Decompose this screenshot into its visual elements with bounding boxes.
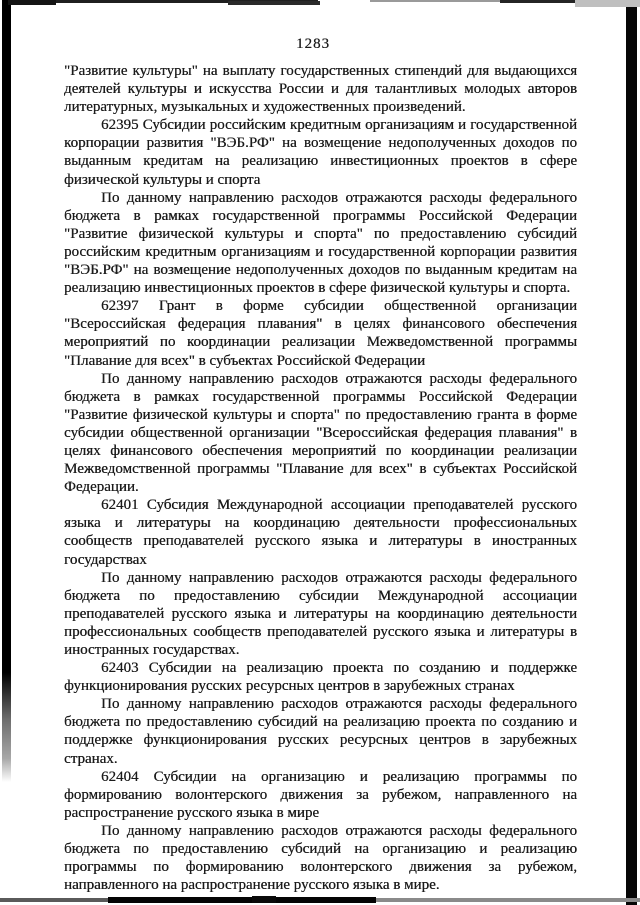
- scan-artifact-top: [500, 0, 592, 3]
- scan-artifact-bottom: [0, 898, 640, 902]
- paragraph: 62403 Субсидии на реализацию проекта по созданию и поддержке функционирования русских ресурсных центров в зарубежных странах: [64, 660, 577, 695]
- paragraph: По данному направлению расходов отражаются расходы федерального бюджета по предоставлению субсидии Международной ассоциации преподавателей русского языка и литературы на координацию деятельности профессиональных сообществ преподавателей русского языка и литературы в иностранных государствах.: [64, 569, 577, 658]
- paragraph: 62401 Субсидия Международной ассоциации преподавателей русского языка и литературы на координацию деятельности профессиональных сообществ преподавателей русского языка и литературы в иностранных государствах: [64, 497, 577, 568]
- scan-artifact-top: [575, 0, 640, 7]
- scan-artifact-bottom: [108, 897, 376, 903]
- paragraph: По данному направлению расходов отражаются расходы федерального бюджета в рамках государственной программы Российской Федерации "Развитие физической культуры и спорта" по предоставлению субсидий российским кредитным организациям и государственной корпорации развития "ВЭБ.РФ" на возмещение недополученных доходов по выданным кредитам на реализацию инвестиционных проектов в сфере физической культуры и спорта.: [64, 189, 577, 297]
- scan-border-right: [626, 0, 637, 905]
- scan-border-left: [2, 0, 11, 782]
- scan-artifact-bottom: [376, 898, 640, 902]
- paragraph: По данному направлению расходов отражаются расходы федерального бюджета по предоставлению субсидий на организацию и реализацию программы по формированию волонтерского движения за рубежом, направленного на распространение русского языка в мире.: [64, 822, 577, 894]
- scan-artifact-top: [8, 0, 56, 5]
- page-number: 1283: [296, 36, 330, 52]
- scan-artifact-top: [370, 0, 504, 2]
- paragraph: 62395 Субсидии российским кредитным организациям и государственной корпорации развития "ВЭБ.РФ" на возмещение недополученных доходов по выданным кредитам на реализацию инвестиционных проектов в сфере физической культуры и спорта: [64, 117, 577, 188]
- scan-artifact-top: [228, 1, 320, 5]
- scan-artifact-top: [56, 0, 318, 3]
- paragraph: По данному направлению расходов отражаются расходы федерального бюджета в рамках государственной программы Российской Федерации "Развитие физической культуры и спорта" по предоставлению гранта в форме субсидии общественной организации "Всероссийская федерация плавания" в целях финансового обеспечения мероприятий по координации реализации Межведомственной программы "Плавание для всех" в субъектах Российской Федерации.: [64, 370, 577, 496]
- paragraph: 62404 Субсидии на организацию и реализацию программы по формированию волонтерского движения за рубежом, направленного на распространение русского языка в мире: [64, 768, 577, 821]
- paragraph: По данному направлению расходов отражаются расходы федерального бюджета по предоставлению субсидий на реализацию проекта по созданию и поддержке функционирования русских ресурсных центров в зарубежных странах.: [64, 696, 577, 767]
- paragraph: "Развитие культуры" на выплату государственных стипендий для выдающихся деятелей культуры и искусства России и для талантливых молодых авторов литературных, музыкальных и художественных произведений.: [64, 63, 577, 116]
- paragraph: 62397 Грант в форме субсидии общественной организации "Всероссийская федерация плавания" в целях финансового обеспечения мероприятий по координации реализации Межведомственной программы "Плавание для всех" в субъектах Российской Федерации: [64, 298, 577, 369]
- scan-artifact-bottom: [252, 896, 276, 903]
- text-block: [64, 62, 577, 894]
